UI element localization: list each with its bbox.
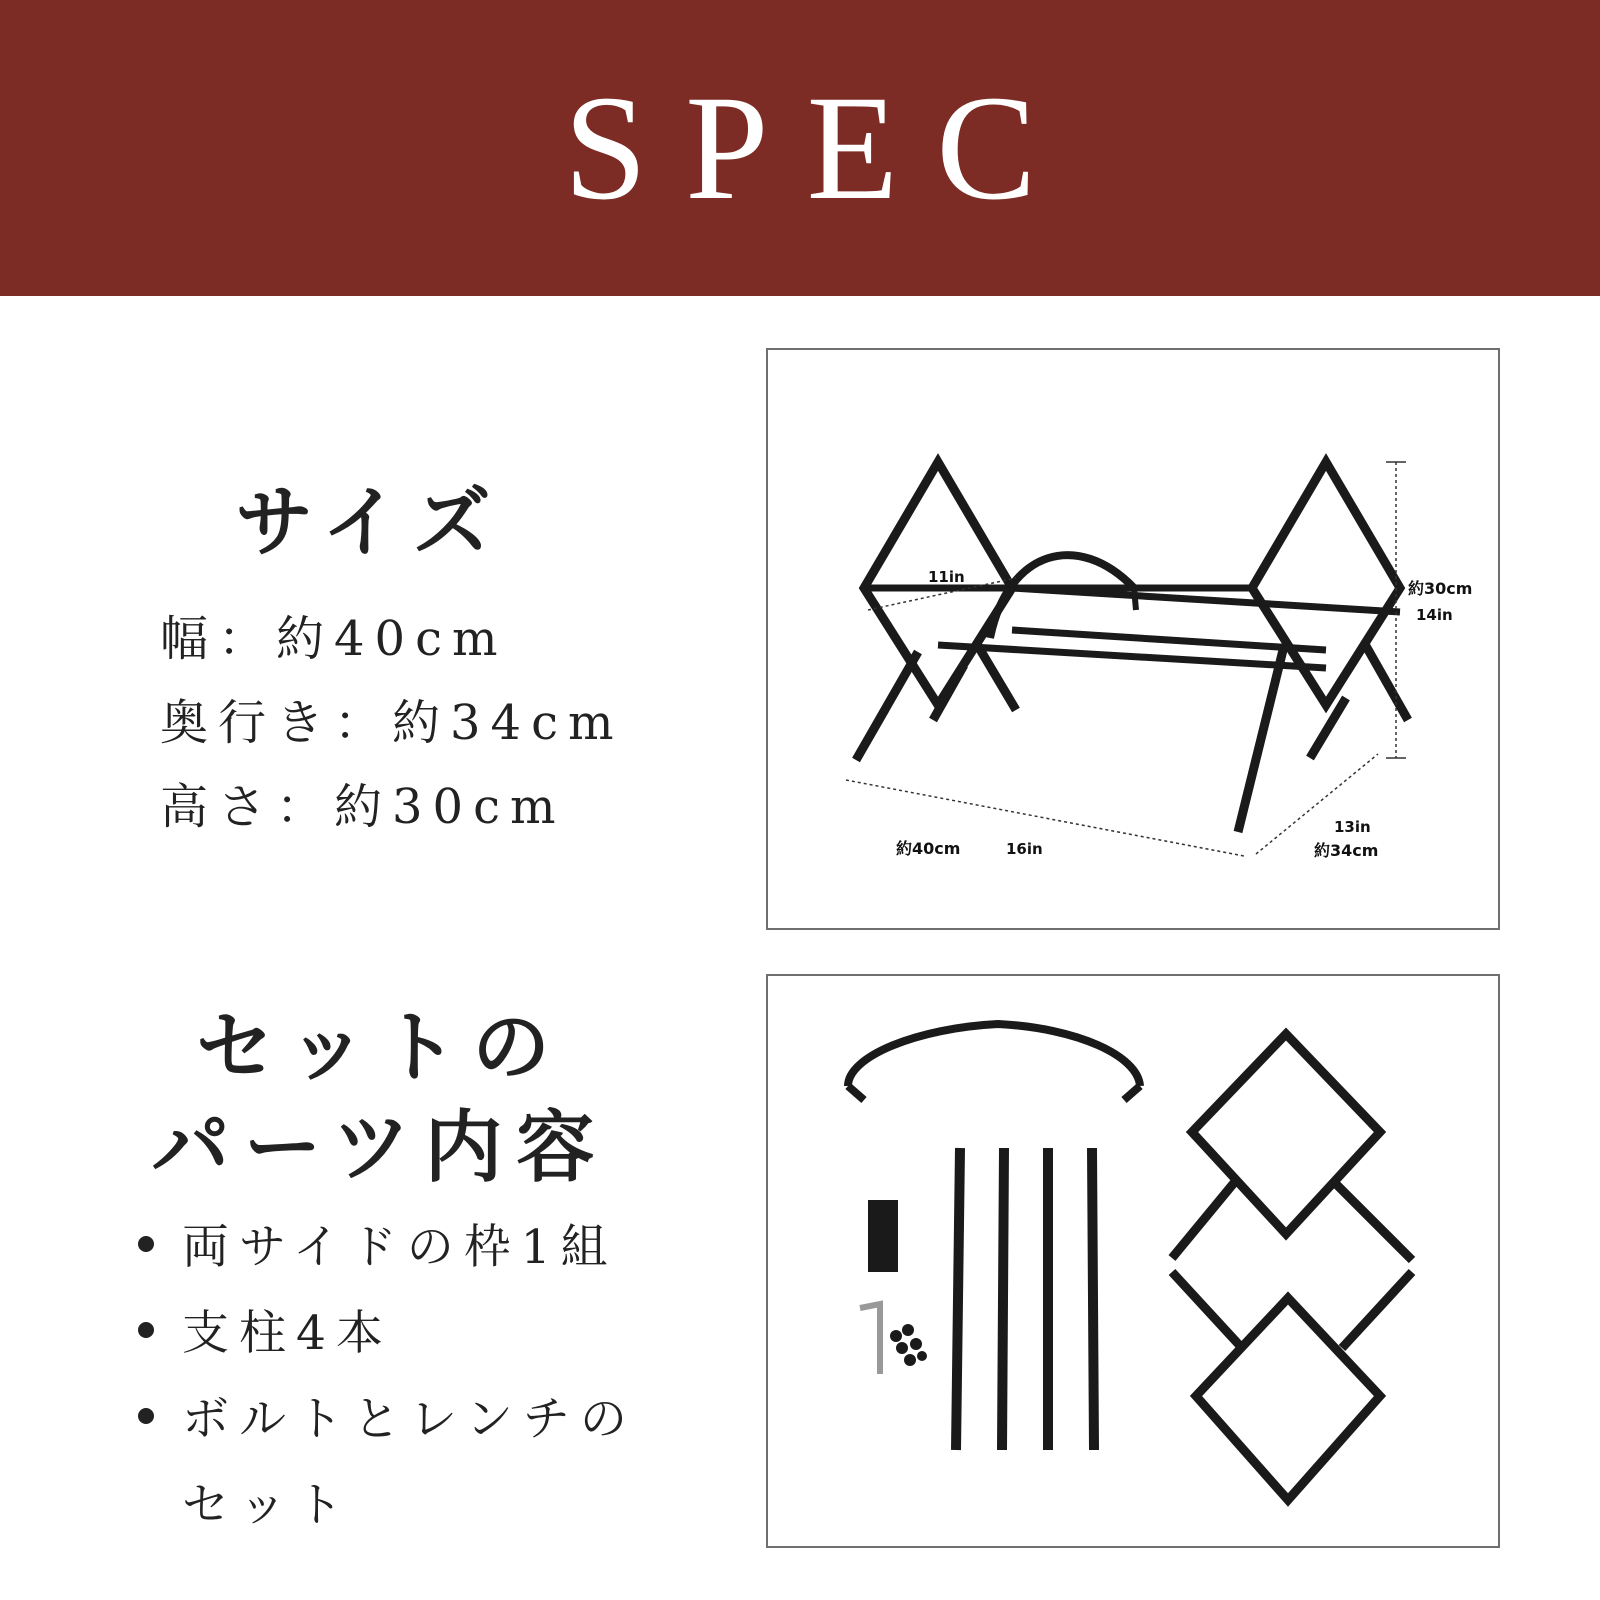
dimension-diagram bbox=[766, 348, 1500, 930]
bullet-icon bbox=[138, 1322, 154, 1338]
header-banner bbox=[0, 0, 1600, 296]
size-heading: サイズ bbox=[235, 477, 505, 568]
wrench-icon bbox=[860, 1304, 880, 1374]
parts-drawing bbox=[768, 976, 1502, 1550]
post-part bbox=[1002, 1148, 1004, 1450]
parts-list-item bbox=[138, 1296, 393, 1363]
post-part bbox=[1092, 1148, 1094, 1450]
height-cm-label: 約30cm bbox=[1408, 579, 1473, 598]
post-part bbox=[956, 1148, 960, 1450]
page-title: SPEC bbox=[563, 65, 1075, 231]
parts-item-bolts: ボルトとレンチの bbox=[182, 1392, 637, 1447]
bullet-icon bbox=[138, 1236, 154, 1252]
width-in-label: 16in bbox=[1006, 840, 1043, 858]
parts-item-posts: 支柱4本 bbox=[182, 1306, 393, 1361]
parts-item-bolts-continuation: セット bbox=[182, 1478, 353, 1533]
parts-heading-line2: パーツ内容 bbox=[151, 1102, 609, 1193]
bolts-icon bbox=[890, 1324, 927, 1366]
height-in-label: 14in bbox=[1416, 606, 1453, 624]
spec-width: 幅：約40cm bbox=[160, 611, 508, 667]
depth-cm-label: 約34cm bbox=[1314, 841, 1379, 860]
parts-list-item bbox=[138, 1382, 637, 1449]
depth-in-label: 13in bbox=[1334, 818, 1371, 836]
parts-diagram bbox=[766, 974, 1500, 1548]
parts-item-frames: 両サイドの枠1組 bbox=[182, 1220, 618, 1275]
parts-list-item bbox=[138, 1210, 618, 1277]
spec-depth: 奥行き：約34cm bbox=[160, 695, 624, 751]
spec-height: 高さ：約30cm bbox=[160, 779, 566, 835]
parts-heading-line1: セットの bbox=[195, 1002, 564, 1093]
inner-depth-in-label: 11in bbox=[928, 568, 965, 586]
bracket-plate-part bbox=[868, 1200, 898, 1272]
width-cm-label: 約40cm bbox=[896, 839, 961, 858]
handle-part bbox=[848, 1024, 1140, 1086]
bullet-icon bbox=[138, 1408, 154, 1424]
log-rack-drawing bbox=[768, 350, 1502, 932]
